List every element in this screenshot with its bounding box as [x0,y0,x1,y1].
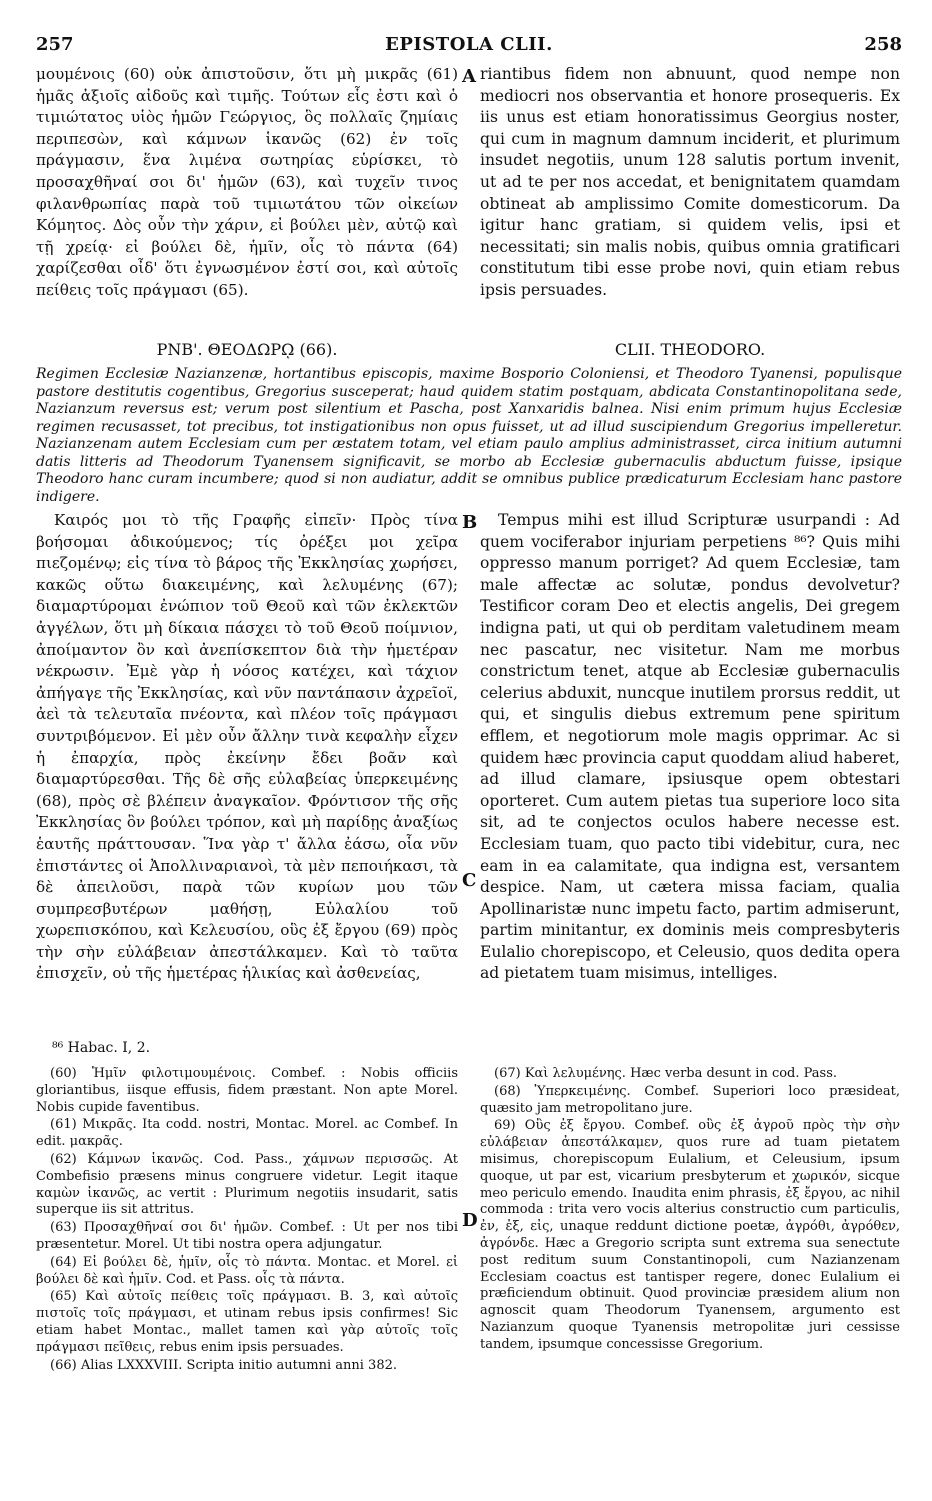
scripture-footnote: ⁸⁶ Habac. I, 2. [52,1040,151,1056]
note-67: (67) Καὶ λελυμένης. Hæc verba desunt in cod. Pass. [494,1066,838,1081]
notes-left [36,1066,458,1478]
running-title: EPISTOLA CLII. [385,34,553,55]
latin-column-body [480,510,900,1036]
note-61: (61) Μικρᾶς. Ita codd. nostri, Montac. Morel. ac Combef. In edit. μακρᾶς. [36,1117,458,1150]
latin-letter-title: CLII. THEODORO. [614,340,766,359]
note-66: (66) Alias LXXXVIII. Scripta initio autumni anni 382. [50,1357,397,1373]
latin-column-top [480,64,900,326]
greek-text-body: Καιρός μοι τὸ τῆς Γραφῆς εἰπεῖν· Πρὸς τίνα βοήσομαι ἀδικούμενος; τίς ὀρέξει μοι χεῖρα πιεζομένῳ; εἰς τίνα τὸ βάρος τῆς Ἐκκλησίας χωρήσει, κακῶς οὕτω διακειμένης, καὶ λελυμένης (67); διαμαρτύρομαι ἐνώπιον τοῦ Θεοῦ καὶ τῶν ἐκλεκτῶν ἀγγέλων, ὅτι μὴ δίκαια πάσχει τὸ τοῦ Θεοῦ ποίμνιον, ἀποίμαντον ὂν καὶ ἀνεπίσκεπτον διὰ τὴν ἡμετέραν νέκρωσιν. Ἐμὲ γὰρ ἡ νόσος κατέχει, καὶ τάχιον ἀπήγαγε τῆς Ἐκκλησίας, καὶ νῦν παντάπασιν ἀχρεῖοϊ, ἀεὶ τὰ τελευταῖα πνέοντα, καὶ πλέον τοῖς πράγμασι συντριβόμενον. Εἰ μὲν οὖν ἄλλην τινὰ κεφαλὴν εἶχεν ἡ ἐπαρχία, πρὸς ἐκείνην ἔδει βοᾶν καὶ διαμαρτύρεσθαι. Τῆς δὲ σῆς εὐλαβείας ὑπερκειμένης (68), πρὸς σὲ βλέπειν ἀναγκαῖον. Φρόντισον τῆς σῆς Ἐκκλησίας ὃν βούλει τρόπον, καὶ μὴ παρίδῃς ἀναξίως ἑαυτῆς πράττουσαν. Ἵνα γὰρ τ' ἄλλα ἐάσω, οἷα νῦν ἐπιστάντες οἱ Ἀπολλιναριανοὶ, τὰ μὲν πεποιήκασι, τὰ δὲ ἀπειλοῦσι, παρὰ τῶν κυρίων μου τῶν συμπρεσβυτέρων μαθήσῃ, Εὐλαλίου τοῦ χωρεπισκόπου, καὶ Κελευσίου, οὓς ἐξ ἔργου (69) πρὸς τὴν σὴν εὐλάβειαν ἀπεστάλκαμεν. Καὶ τὸ ταῦτα ἐπισχεῖν, οὐ τῆς ἡμετέρας ἡλικίας καὶ ἀσθενείας, [36,511,458,983]
page-number-right: 258 [864,34,902,55]
greek-column-body [36,510,458,1036]
note-64: (64) Εἰ βούλει δὲ, ἡμῖν, οἷς τὸ πάντα. Montac. et Morel. εἰ βούλει δὲ καὶ ἡμῖν. Cod. et Pass. οἷς τὰ πάντα. [36,1254,458,1287]
note-69: 69) Οὓς ἐξ ἔργου. Combef. οὓς ἐξ ἀγροῦ πρὸς τὴν σὴν εὐλάβειαν ἀπεστάλκαμεν, quos rure ad tuam pietatem misimus, chorepiscopum Eulalium, et Celeusium, ipsum quoque, ut par est, vicarium presbyterum et χωρικόν, sicque meo periculo emendo. Inaudita enim phrasis, ἐξ ἔργου, ac nihil commoda : trita vero vocis alterius constructio cum particulis, ἐν, ἐξ, εἰς, unaque reddunt dictione poetæ, ἀγρόθι, ἀγρόθεν, ἀγρόνδε. Hæc a Gregorio scripta sunt extrema sua senectute post reditum suum Constantinopoli, cum Nazianzenam Ecclesiam coactus est tantisper regere, donec Eulalium ei præficiendum obtinuit. Quod provinciæ præsidem alium non agnoscit quam Theodorum Tyanensem, argumento est Nazianzum quoque Tyanensis metropolitæ juri cessisse tandem, ipsumque concessisse Gregorium. [480,1118,900,1352]
note-68: (68) Ὑπερκειμένης. Combef. Superiori loco præsideat, quæsito jam metropolitano jure. [480,1083,900,1116]
greek-column-top [36,64,458,326]
running-header [36,30,902,60]
margin-marker-c: C [462,870,477,891]
letter-summary: Regimen Ecclesiæ Nazianzenæ, hortantibus episcopis, maxime Bosporio Coloniensi, et Theodoro Tyanensi, populisque pastore destitutis cogentibus, Gregorius susceperat; haud quidem statim postquam, abdicata Constantinopolitana sede, Nazianzum reversus est; verum post silentium et Pascha, post Xanxaridis balnea. Nisi enim primum hujus Ecclesiæ regimen recusasset, tot precibus, tot instigationibus non opus fuisset, ut ad illud suscipiendum Gregorius impelleretur. Nazianzenam autem Ecclesiam cum per æstatem totam, vel etiam paulo amplius administrasset, circa initium autumni datis litteris ad Theodorum Tyanensem significavit, se morbo ab Ecclesiæ gubernaculis abductum fuisse, ipsique Theodoro hanc curam incumbere; quod si non audiatur, addit se omnibus publice prædicaturum Ecclesiam hanc pastore indigere. [36,366,902,505]
notes-right [480,1066,900,1478]
note-65: (65) Καὶ αὐτοῖς πείθεις τοῖς πράγμασι. B. 3, καὶ αὐτοῖς πιστοῖς τοῖς πράγμασι, et utinam rebus ipsis confirmes! Sic etiam habet Montac., mallet tamen καὶ γὰρ αὐτοῖς τοῖς πράγμασι πεῖθεις, rebus enim ipsis persuades. [36,1289,458,1355]
greek-text-top: μουμένοις (60) οὐκ ἀπιστοῦσιν, ὅτι μὴ μικρᾶς (61) ἡμᾶς ἀξιοῖς αἰδοῦς καὶ τιμῆς. Τούτων εἷς ἐστι καὶ ὁ τιμιώτατος υἱὸς ἡμῶν Γεώργιος, ὃς πολλαῖς ζημίαις περιπεσὼν, καὶ κάμνων ἱκανῶς (62) ἐν τοῖς πράγμασιν, ἕνα λιμένα σωτηρίας εὑρίσκει, τὸ προσαχθῆναί σοι δι' ἡμῶν (63), καὶ τυχεῖν τινος φιλανθρωπίας παρὰ τοῦ τιμιωτάτου τῶν οἰκείων Κόμητος. Δὸς οὖν τὴν χάριν, εἰ βούλει μὲν, αὐτῷ καὶ τῇ χρείᾳ· εἰ βούλει δὲ, ἡμῖν, οἷς τὸ πάντα (64) χαρίζεσθαι οἶδ' ὅτι ἐγνωσμένον ἐστί σοι, καὶ αὐτοῖς πείθεις τοῖς πράγμασι (65). [36,65,458,299]
margin-marker-d: D [462,1210,478,1231]
note-60: (60) Ἡμῖν φιλοτιμουμένοις. Combef. : Nobis officiis gloriantibus, iisque effusis, fidem præstant. Non apte Morel. Nobis cupide faventibus. [36,1066,458,1115]
greek-letter-title: ΡΝΒ'. ΘΕΟΔΩΡῼ (66). [156,340,338,359]
latin-text-top: riantibus fidem non abnuunt, quod nempe non mediocri nos observantia et honore prosequeris. Ex iis unus est etiam honoratissimus Georgius noster, qui cum in magnum damnum inciderit, et plurimum insudet negotiis, unum 128 salutis portum invenit, ut ad te per nos accedat, et benignitatem quamdam obtineat ab amplissimo Comite domesticorum. Da igitur hanc gratiam, si quidem velis, ipsi et necessitati; sin malis nobis, quibus omnia gratificari constitutum tibi esse probe novi, quin etiam rebus ipsis persuades. [480,65,900,299]
margin-marker-a: A [462,66,476,87]
latin-text-body: Tempus mihi est illud Scripturæ usurpandi : Ad quem vociferabor injuriam perpetiens ⁸⁶? Quis mihi oppresso manum porriget? Ad quem Ecclesiæ, tam male affectæ ac solutæ, pondus devolvetur? Testificor coram Deo et electis angelis, Dei gregem indigna pati, ut qui ob perditam valetudinem meam nec pascatur, nec visitetur. Nam me morbus constrictum tenet, atque ab Ecclesiæ gubernaculis celerius abduxit, nuncque inutilem prorsus reddit, ut qui, et singulis diebus extremum pene spiritum efflem, et negotiorum mole magis opprimar. Ac si quidem hæc provincia caput quoddam aliud haberet, ad illud clamare, ipsiusque opem obtestari oporteret. Cum autem pietas tua superiore loco sita sit, ad te conjectos oculos habere necesse est. Ecclesiam tuam, quo pacto tibi videbitur, cura, nec eam in ea calamitate, qua indigna est, versantem despice. Nam, ut cætera missa faciam, qualia Apollinaristæ nunc impetu facto, partim admiserunt, partim minitantur, ex dominis meis compresbyteris Eulalio chorepiscopo, et Celeusio, quos dedita opera ad pietatem tuam misimus, intelliges. [480,511,900,983]
note-63: (63) Προσαχθῆναί σοι δι' ἡμῶν. Combef. : Ut per nos tibi præsentetur. Morel. Ut tibi nostra opera adjungatur. [36,1220,458,1252]
note-62: (62) Κάμνων ἱκανῶς. Cod. Pass., χάμνων περισσῶς. At Combefisio præsens minus congruere videtur. Legit itaque καμὼν ἱκανῶς, ac vertit : Plurimum negotiis insudarit, satis superque iis sit attritus. [36,1151,458,1218]
page-number-left: 257 [36,34,74,55]
margin-marker-b: B [462,512,478,533]
